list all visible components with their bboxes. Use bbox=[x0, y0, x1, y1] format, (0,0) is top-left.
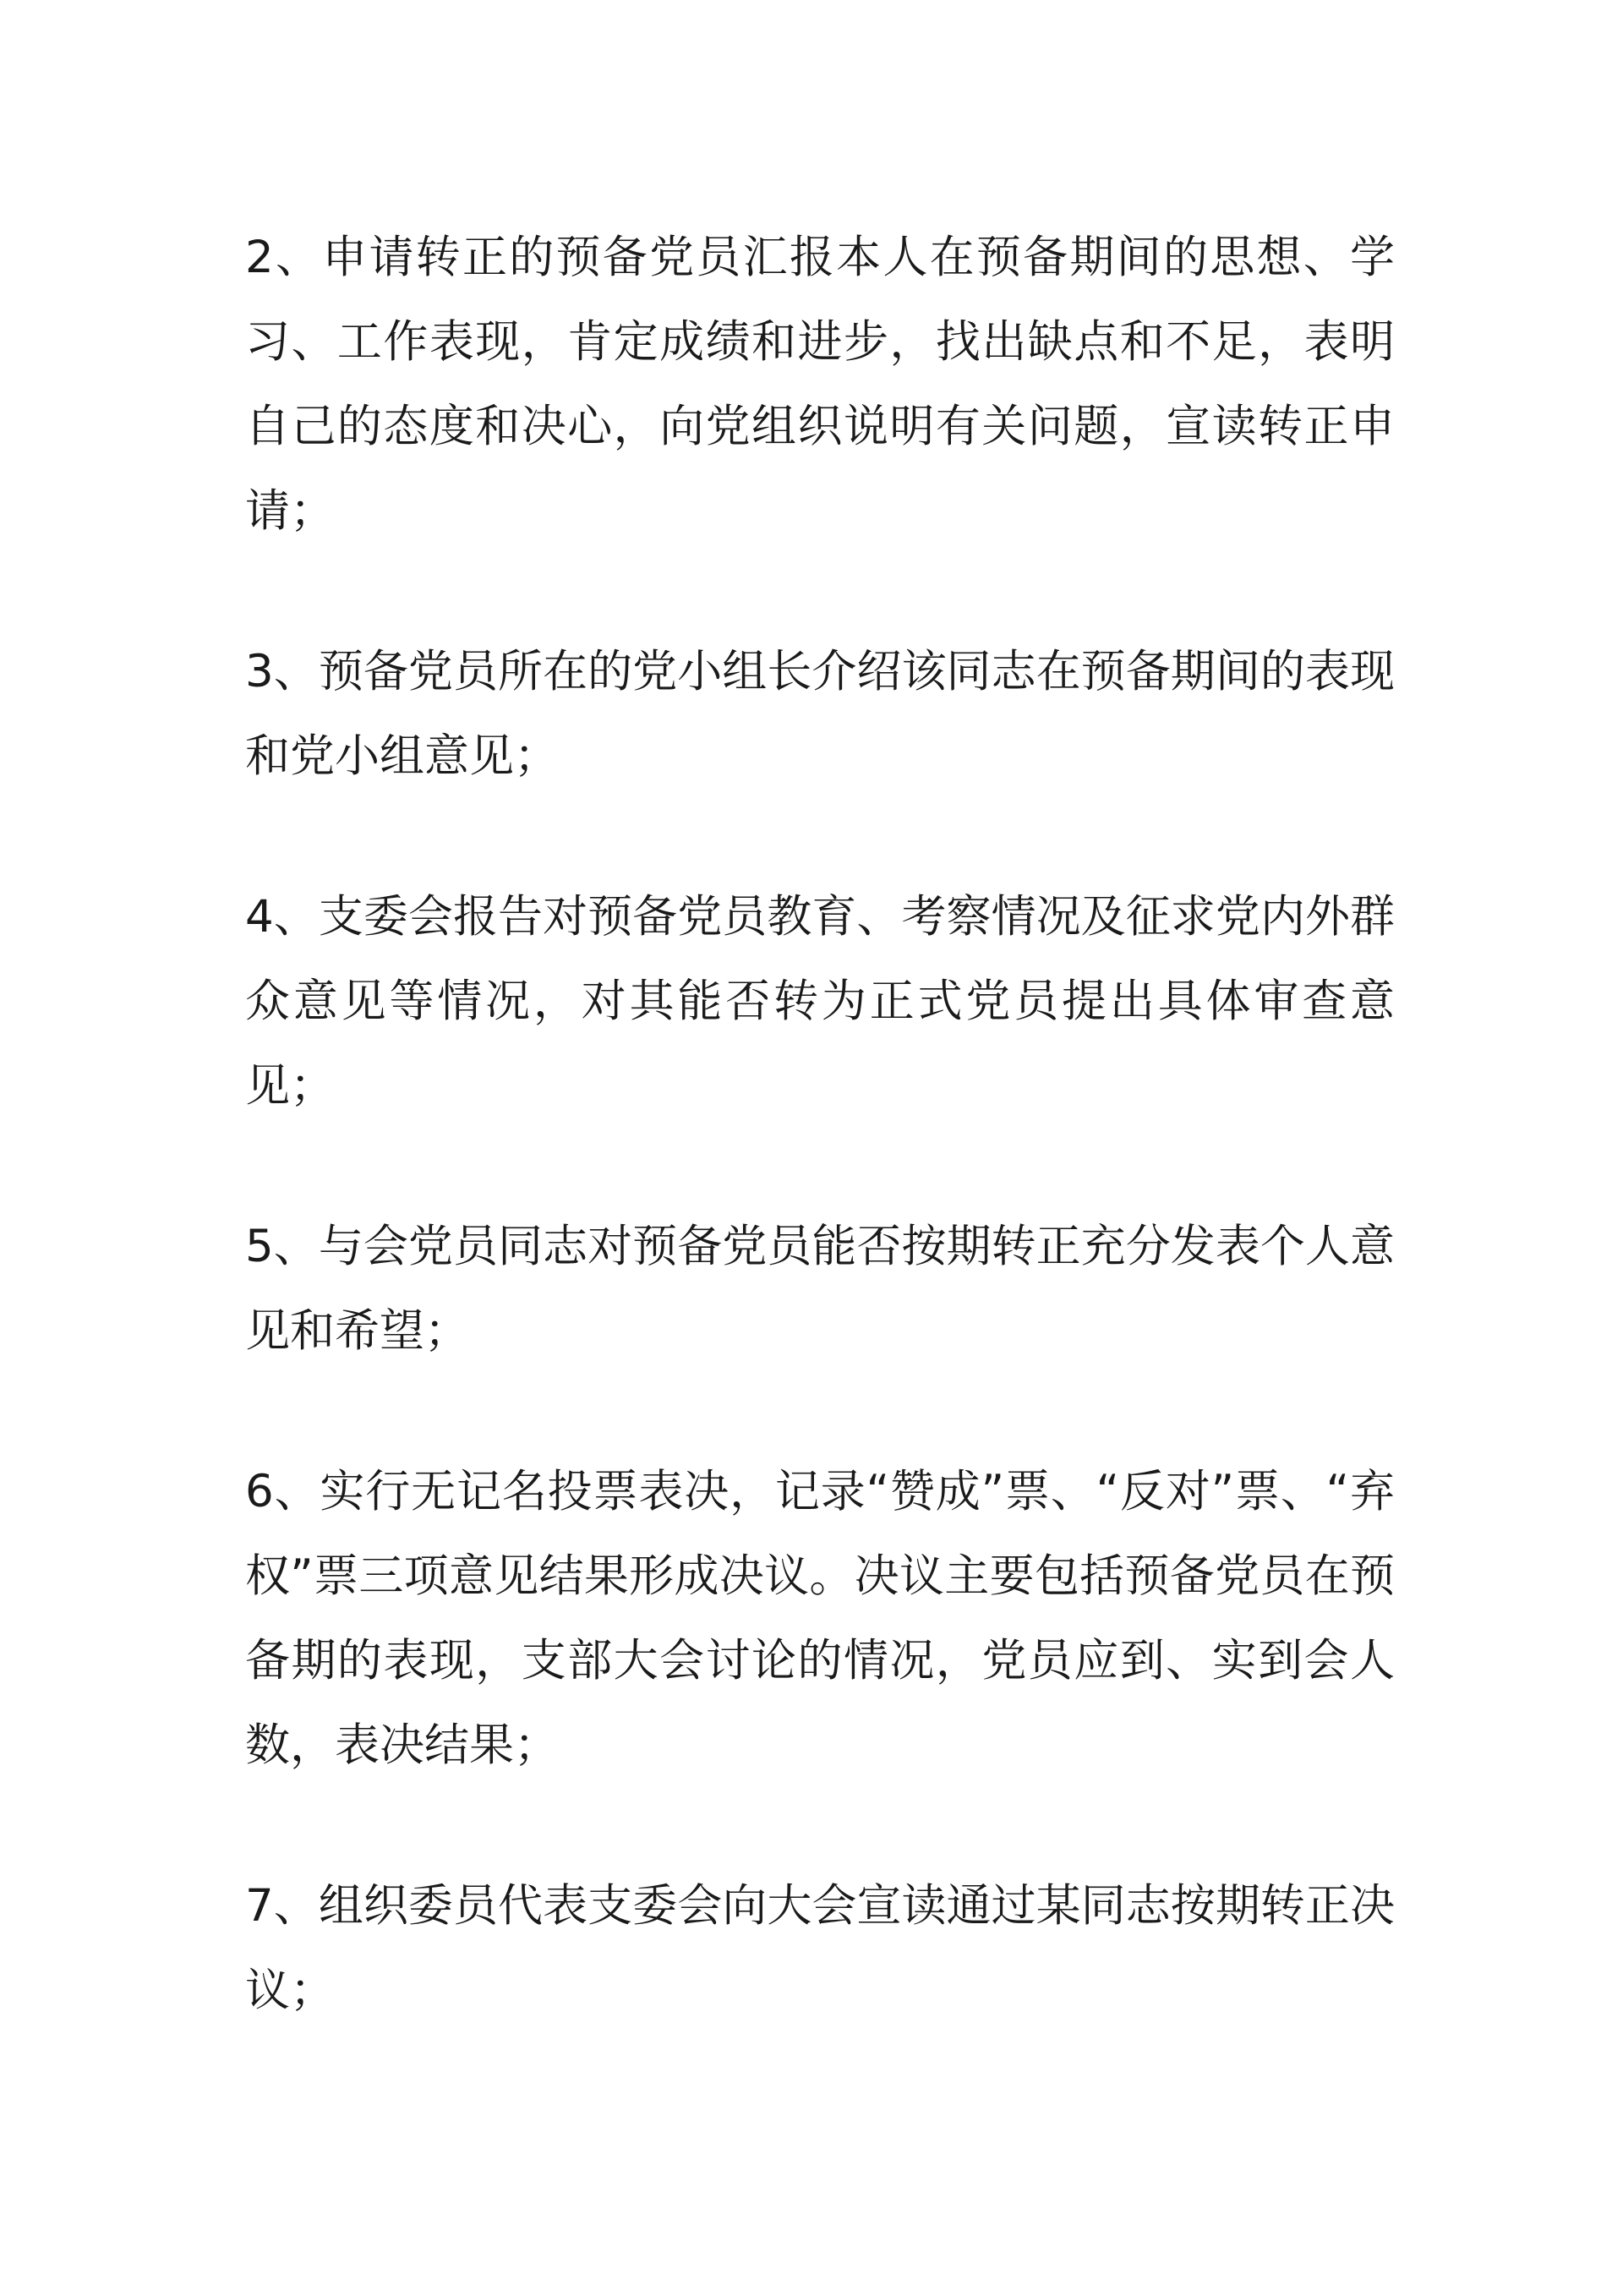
paragraph-step-4: 4、支委会报告对预备党员教育、考察情况及征求党内外群众意见等情况，对其能否转为正式党员提出具体审查意见； bbox=[245, 891, 1395, 1112]
paragraph-step-5: 5、与会党员同志对预备党员能否按期转正充分发表个人意见和希望； bbox=[245, 1221, 1395, 1357]
paragraph-step-2: 2、申请转正的预备党员汇报本人在预备期间的思想、学习、工作表现，肯定成绩和进步，找出缺点和不足，表明自己的态度和决心，向党组织说明有关问题，宣读转正申请； bbox=[245, 232, 1395, 537]
document-body bbox=[245, 216, 1395, 2109]
paragraph-step-3: 3、预备党员所在的党小组长介绍该同志在预备期间的表现和党小组意见； bbox=[245, 646, 1395, 782]
paragraph-step-6: 6、实行无记名投票表决，记录“赞成”票、“反对”票、“弃权”票三项意见结果形成决议。决议主要包括预备党员在预备期的表现，支部大会讨论的情况，党员应到、实到会人数，表决结果； bbox=[245, 1466, 1395, 1771]
paragraph-step-7: 7、组织委员代表支委会向大会宣读通过某同志按期转正决议； bbox=[245, 1880, 1395, 2016]
